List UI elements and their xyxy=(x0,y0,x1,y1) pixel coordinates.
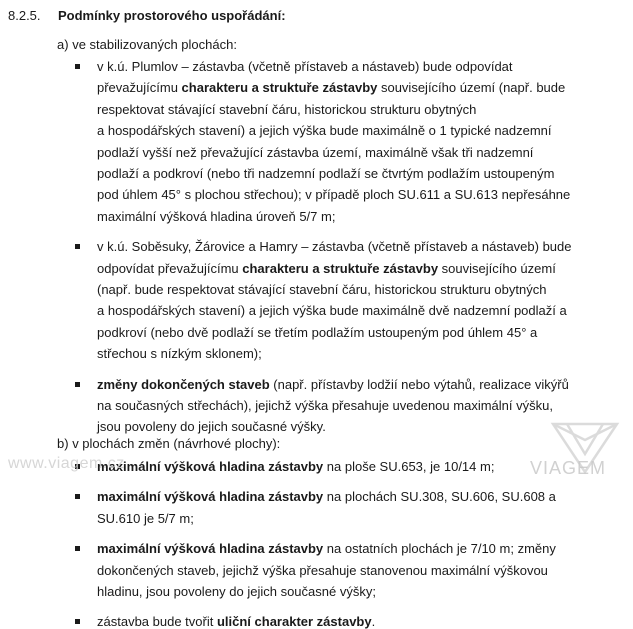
list-item-line xyxy=(97,511,194,526)
bullet-icon xyxy=(75,619,80,624)
list-item-line xyxy=(97,325,537,340)
bold-text: změny dokončených staveb xyxy=(97,376,270,392)
text-segment: pod úhlem 45° s plochou střechou); v případě ploch SU.611 a SU.613 nepřesáhne xyxy=(97,187,571,203)
list-item-line xyxy=(97,584,376,599)
text-segment: odpovídat převažujícímu xyxy=(97,260,243,276)
text-segment: souvisejícího území (např. bude xyxy=(377,80,566,96)
list-item-line xyxy=(97,239,572,254)
text-segment: maximální výšková hladina úroveň 5/7 m; xyxy=(97,208,336,224)
text-segment: na ploše SU.653, je 10/14 m; xyxy=(323,459,495,474)
list-item-line xyxy=(97,166,554,181)
text-segment: a hospodářských stavení) a jejich výška bude maximálně o 1 typické nadzemní xyxy=(97,123,552,139)
text-segment: převažujícímu xyxy=(97,80,182,96)
list-item-line xyxy=(97,187,570,202)
subsection-b-label: b) xyxy=(57,436,69,451)
bold-text: maximální výšková hladina zástavby xyxy=(97,489,324,505)
text-segment: hladinu, jsou povoleny do jejich současné výšky; xyxy=(97,584,376,599)
list-item-line xyxy=(97,59,513,74)
section-number: 8.2.5. xyxy=(8,8,41,23)
text-segment: jsou povoleny do jejich současné výšky. xyxy=(97,419,326,435)
text-segment: podlaží a podkroví (nebo tři nadzemní podlaží se čtvrtým podlažím ustoupeným xyxy=(97,166,555,181)
text-segment: souvisejícího území xyxy=(438,260,556,276)
subsection-a-text: ve stabilizovaných plochách: xyxy=(72,37,237,52)
list-item-line xyxy=(97,303,567,318)
list-item-line xyxy=(97,419,326,434)
section-title: Podmínky prostorového uspořádání: xyxy=(58,8,286,23)
text-segment: podlaží vyšší než převažující zástavba území, maximálně však tři nadzemní xyxy=(97,144,534,160)
list-item-line xyxy=(97,282,546,297)
text-segment: střechou s nízkým sklonem); xyxy=(97,346,262,362)
text-segment: zástavba bude tvořit xyxy=(97,614,217,629)
list-item-line xyxy=(97,261,556,276)
list-item-line xyxy=(97,614,375,629)
bullet-icon xyxy=(75,546,80,551)
text-segment: na současných střechách), jejichž výška přesahuje uvedenou maximální výšku, xyxy=(97,398,553,413)
bullet-icon xyxy=(75,494,80,499)
text-segment: dokončených staveb, jejichž výška přesahuje stanovenou maximální výškovou xyxy=(97,562,548,578)
text-segment: v k.ú. Soběsuky, Žárovice a Hamry – zástavba (včetně přístaveb a nástaveb) bude xyxy=(97,239,572,255)
list-item-line xyxy=(97,123,552,138)
list-item-line xyxy=(97,145,533,160)
bullet-icon xyxy=(75,244,80,249)
subsection-b xyxy=(57,436,280,451)
text-segment: SU.610 je 5/7 m; xyxy=(97,510,194,526)
text-segment: v k.ú. Plumlov – zástavba (včetně přístaveb a nástaveb) bude odpovídat xyxy=(97,59,513,74)
text-segment: (např. přístavby lodžií nebo výtahů, realizace vikýřů xyxy=(269,376,569,392)
bold-text: uliční charakter zástavby xyxy=(216,614,372,629)
list-item-line xyxy=(97,102,476,117)
list-item-line xyxy=(97,489,556,504)
list-item-line xyxy=(97,80,565,95)
subsection-a-label: a) xyxy=(57,37,69,52)
list-item-line xyxy=(97,398,553,413)
text-segment: na plochách SU.308, SU.606, SU.608 a xyxy=(323,489,556,505)
subsection-b-text: v plochách změn (návrhové plochy): xyxy=(72,436,281,451)
list-item-line xyxy=(97,541,556,556)
text-segment: a hospodářských stavení) a jejich výška bude maximálně dvě nadzemní podlaží a xyxy=(97,303,567,319)
section-heading xyxy=(8,8,286,23)
list-item-line xyxy=(97,346,262,361)
text-segment: podkroví (nebo dvě podlaží se třetím podlažím ustoupeným pod úhlem 45° a xyxy=(97,324,538,340)
watermark-text: VIAGEM xyxy=(530,458,607,478)
text-segment: na ostatních plochách je 7/10 m; změny xyxy=(323,541,556,557)
watermark-url: www.viagem.cz xyxy=(8,455,125,472)
text-segment: (např. bude respektovat stávající stavební čáru, historickou strukturu obytných xyxy=(97,282,547,297)
list-item-line xyxy=(97,209,335,224)
bullet-icon xyxy=(75,382,80,387)
bullet-icon xyxy=(75,64,80,69)
list-item-line xyxy=(97,563,548,578)
bold-text: maximální výšková hladina zástavby xyxy=(97,459,324,474)
list-item-line xyxy=(97,459,494,474)
text-segment: . xyxy=(371,614,376,629)
text-segment: respektovat stávající stavební čáru, historickou strukturu obytných xyxy=(97,101,477,117)
subsection-a xyxy=(57,37,237,52)
list-item-line xyxy=(97,377,569,392)
bold-text: charakteru a struktuře zástavby xyxy=(181,80,378,96)
bold-text: maximální výšková hladina zástavby xyxy=(97,541,324,557)
bold-text: charakteru a struktuře zástavby xyxy=(242,260,439,276)
